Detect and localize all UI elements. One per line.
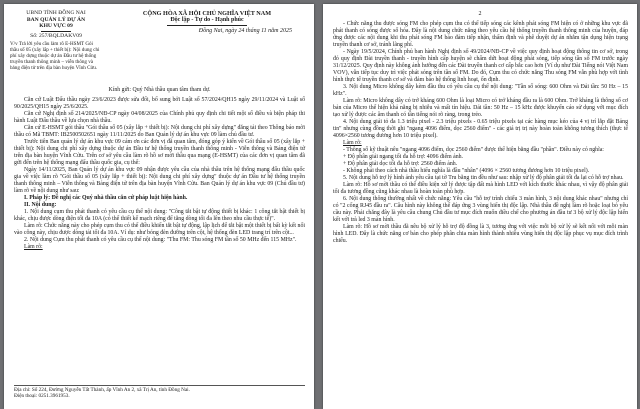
paragraph: - Không phải theo cách nhà thầu hiểu nghĩa là đầu "nhân" (4096 × 2560 tương đương hơn 10 triệu pixel). [343,168,590,175]
paragraph: Làm rõ: Hồ sơ mời thầu đã nêu bộ xử lý hỗ trợ độ đồng là 3, tương ứng với việc mỗi bộ xử lý sẽ kết nối với mỗi màn hình LED. Đây là chức năng cơ bản cho phép phân chia màn hình thành nhiều vùng hiển thị độc lập phục vụ mục đích trình chiếu. [333,224,628,245]
paragraph: Làm rõ: [343,140,362,147]
issuer-header [10,10,102,71]
content-item: Làm rõ: [24,244,43,251]
paragraph: Căn cứ E-HSMT gói thầu "Gói thầu số 05 (xây lắp + thiết bị): Nội dung chi phí xây dựng" đăng tải theo Thông báo mời thầu có Mã TBMT: IB2500502651 ngày 11/11/2025 do Ban Quản lý dự án khu vực 09 làm chủ đầu tư. [14,125,305,139]
paragraph: 5. Nội dung hỗ trợ lý hình ảnh yêu cầu tại tờ Tru băng tin đều như sau: nhập xử lý độ phân giải tối đa lại có hỗ trợ nhau. [343,175,624,182]
issuer-line-3: KHU VỰC 09 [39,23,73,30]
issuer-line-2: BAN QUẢN LÝ DỰ ÁN [26,16,86,23]
issuer-rule [41,31,71,32]
paragraph: + Độ phân giải ngang tối đa hỗ trợ: 4096 điểm ảnh. [343,154,463,161]
footer-phone: Điện thoại: 0251.3961953. [14,393,70,400]
document-date: Đồng Nai, ngày 24 tháng 11 năm 2025 [198,28,292,34]
content-item: Làm rõ: Chức năng này cho phép cụm thu có thể điều khiển tắt bật tự động, lập lịch để tắt bật một thiết bị bất kỳ kết nối vào công này, chịu được dòng tải tối đa 10A. Ví dụ: như bóng đèn đường trên cột, hệ thống đèn LED trang trí trên cột... [14,223,305,237]
section-content: II. Nội dung: [24,202,57,209]
document-page-1 [4,4,314,409]
section-legal: I. Pháp lý: Đề nghị các Quý nhà thầu căn cứ pháp luật hiện hành. [24,195,188,202]
paragraph: Ngày 14/11/2025, Ban Quản lý dự án khu vực 09 nhận được yêu cầu của nhà thầu trên hệ thống mạng đấu thầu quốc gia về việc làm rõ "Gói thầu số 05 (xây lắp + thiết bị): Nội dung chi phí xây dựng" thuộc dự án Đầu tư hệ thống truyền thanh thông minh – Viễn thông và Bảng điện tử trên địa bàn huyện Vĩnh Cửu. Ban Quản lý dự án khu vực 09 (Chủ đầu tư) làm rõ về nội dung như sau: [14,167,305,195]
content-item: 1. Nội dung cụm thu phát thanh có yêu cầu cụ thể nội dung: "Công tắt bật tự động thiết bị khác: 1 công tắt bật thiết bị khác, chịu được dòng điện tối đa 10A (có thể thiết kế mạch riêng để tăng dòng tối đa lên theo nhu cầu thực tế)". [14,209,305,223]
footer-address: Địa chỉ: Số 224, Đường Nguyễn Tất Thành, ấp Vĩnh An 2, xã Trị An, tỉnh Đồng Nai. [14,387,190,393]
paragraph: - Thông số kỹ thuật nêu "ngang 4096 điểm, dọc 2560 điểm" được thể hiện bằng đầu "phần". Điều này có nghĩa: [343,147,604,154]
paragraph: Làm rõ: Hồ sơ mời thầu có thể điều kiện xử lý được tập đất mà hình LED với kích thước khác nhau, vì vậy độ phân giải tối đa tương đồng cũng khác nhau là hoàn toàn phù hợp. [333,182,628,196]
paragraph: - Ngày 19/5/2024, Chính phủ ban hành Nghị định số 49/2024/NĐ-CP về việc quy định hoạt động thông tin cơ sở, trong đó quy định Đài truyền thanh - truyền hình cấp huyện sẽ chấm dứt hoạt động phát sóng, tiếp sóng tần số FM trước ngày 31/12/2025. Quy định này không ảnh hưởng đến các Đài truyền thanh cơ cấp bắc cao hơn (Ví dụ như Đài Tiếng nói Việt Nam VOV), vẫn tiếp tục duy trì việc phát sóng trên tần số FM. Do đó, Cụm thu có chức năng Thu sóng FM vẫn phù hợp với tình hình thực tế truyền thanh cơ sở và đảm bảo hệ thống linh hoạt, ổn định. [333,49,628,84]
paragraph: 6. Nội dung thông thường nhất về chức năng: Yêu cầu "hỗ trợ trình chiếu 3 màn hình, 3 nội dung khác nhau" nhưng chỉ có "2 cổng RJ45 đầu ra". Câu hình này không thể đáp ứng 3 vùng hiển thị độc lập. Nhà thầu đề nghị làm rõ hoặc loại bỏ yêu cầu này. Phải chăng đây là yêu cầu chung Chủ đầu tư mục đích muốn điều chế cho phương án đầu tư 3 bộ xử lý độc lập hiển kết với trà led 3 màn hình. [333,196,628,224]
document-page-2 [323,4,637,409]
paragraph: Làm rõ: Micro không dây có trở kháng 600 Ohm là loại Micro có trở kháng đầu ra là 600 Ohm. Trở kháng là thông số cơ bản của Micro thể hiện khả năng bị nhiễu và mất tín hiệu. Dải tần: 50 Hz – 15 kHz được khuyến cáo sử dụng với mục đích tạo xử lý được các âm thanh có tần tiếng nói rõ ràng, trong trẻo. [333,98,628,119]
paragraph: 3. Nội dung Micro không dây kèm đầu thu có yêu cầu cụ thể nội dung: "Tần số sóng: 600 Ohm và Đải tần: 50 Hz – 15 kHz". [333,84,628,98]
motto-rule [167,25,247,26]
issuer-line-1: UBND TỈNH ĐỒNG NAI [26,10,86,16]
national-header [108,10,306,35]
page1-body [14,83,305,251]
paragraph: + Độ phân giải dọc tối đa hỗ trợ: 2560 điểm ảnh. [343,161,458,168]
national-title: CỘNG HÒA XÃ HỘI CHỦ NGHĨA VIỆT NAM [142,10,272,17]
content-item: 2. Nội dung Cụm thu phát thanh có yêu cầu cụ thể nội dung: "Thu FM: Thu sóng FM tần số 50 MHz đến 115 MHz". [24,237,297,244]
document-subject: V/v Trả lời yêu cầu làm rõ E-HSMT Gói thầu số 05 (xây lắp + thiết bị): Nội dung chi phí xây dựng thuộc dự án Đầu tư hệ thống truyền thanh thông minh – viễn thông và bảng điện tử trên địa bàn huyện Vĩnh Cửu. [10,41,100,72]
page2-body [333,21,628,246]
paragraph: Căn cứ Nghị định số 214/2025/NĐ-CP ngày 04/08/2025 của Chính phủ quy định chi tiết một số điều và biện pháp thi hành Luật Đấu thầu về lựa chọn nhà thầu. [14,111,305,125]
paragraph: Trước tiên Ban quản lý dự án khu vực 09 cám ơn các đơn vị đã quan tâm, đóng góp ý kiến về Gói thầu số 05 (xây lắp + thiết bị): Nội dung chi phí xây dựng thuộc dự án Đầu tư hệ thống truyền thanh thông minh - Viễn thông và Bảng điện tử trên địa bàn huyện Vĩnh Cửu. Trên cơ sở yêu cầu làm rõ hồ sơ mời thầu qua mạng (E-HSMT) của các đơn vị quan tâm đã gửi đến trên hệ thống mạng đấu thầu quốc gia, cụ thể: [14,139,305,167]
page-footer [14,385,305,400]
national-motto: Độc lập - Tự do - Hạnh phúc [170,17,244,23]
paragraph: 4. Nội dung giải tỏ đa 1.3 triệu pixel - 2.3 triệu pixels - 0.65 triệu pixels tại các hàng mục kéo của 4 vị trí lắp đặt Bảng tin" nhưng cùng đồng thời ghi "ngang 4096 điểm, dọc 2560 điểm" - các giá trị trị này hoàn toàn không tương thích (thực tế 4096×2560 tương đương hơn 10 triệu pixel). [333,119,628,140]
document-number: Số: 257/BQLDAKV09 [30,32,82,39]
page-number: 2 [478,11,482,17]
paragraph: - Chức năng thu được sóng FM cho phép cụm thu có thể tiếp sóng các kênh phát sóng FM hiện có ở những khu vực đã phát thanh có sóng được số hóa. Đây là nội dung chức năng theo yêu cầu hệ thống truyền thanh thông minh của huyện, đáp ứng được các nội dung khi thu phát sóng FM bảo đảm tiếp nhận, thẩm định và phê duyệt dự án nhằm tận dụng hiện trạng truyền thanh cơ sở, tránh lãng phí. [333,21,628,49]
salutation: Kính gửi: Quý Nhà thầu quan tâm tham dự. [108,87,211,93]
paragraph: Căn cứ Luật Đấu thầu ngày 23/6/2023 được sửa đổi, bổ sung bởi Luật số 57/2024/QH15 ngày 29/11/2024 và Luật số 90/2025/QH15 ngày 25/6/2025. [14,97,305,111]
